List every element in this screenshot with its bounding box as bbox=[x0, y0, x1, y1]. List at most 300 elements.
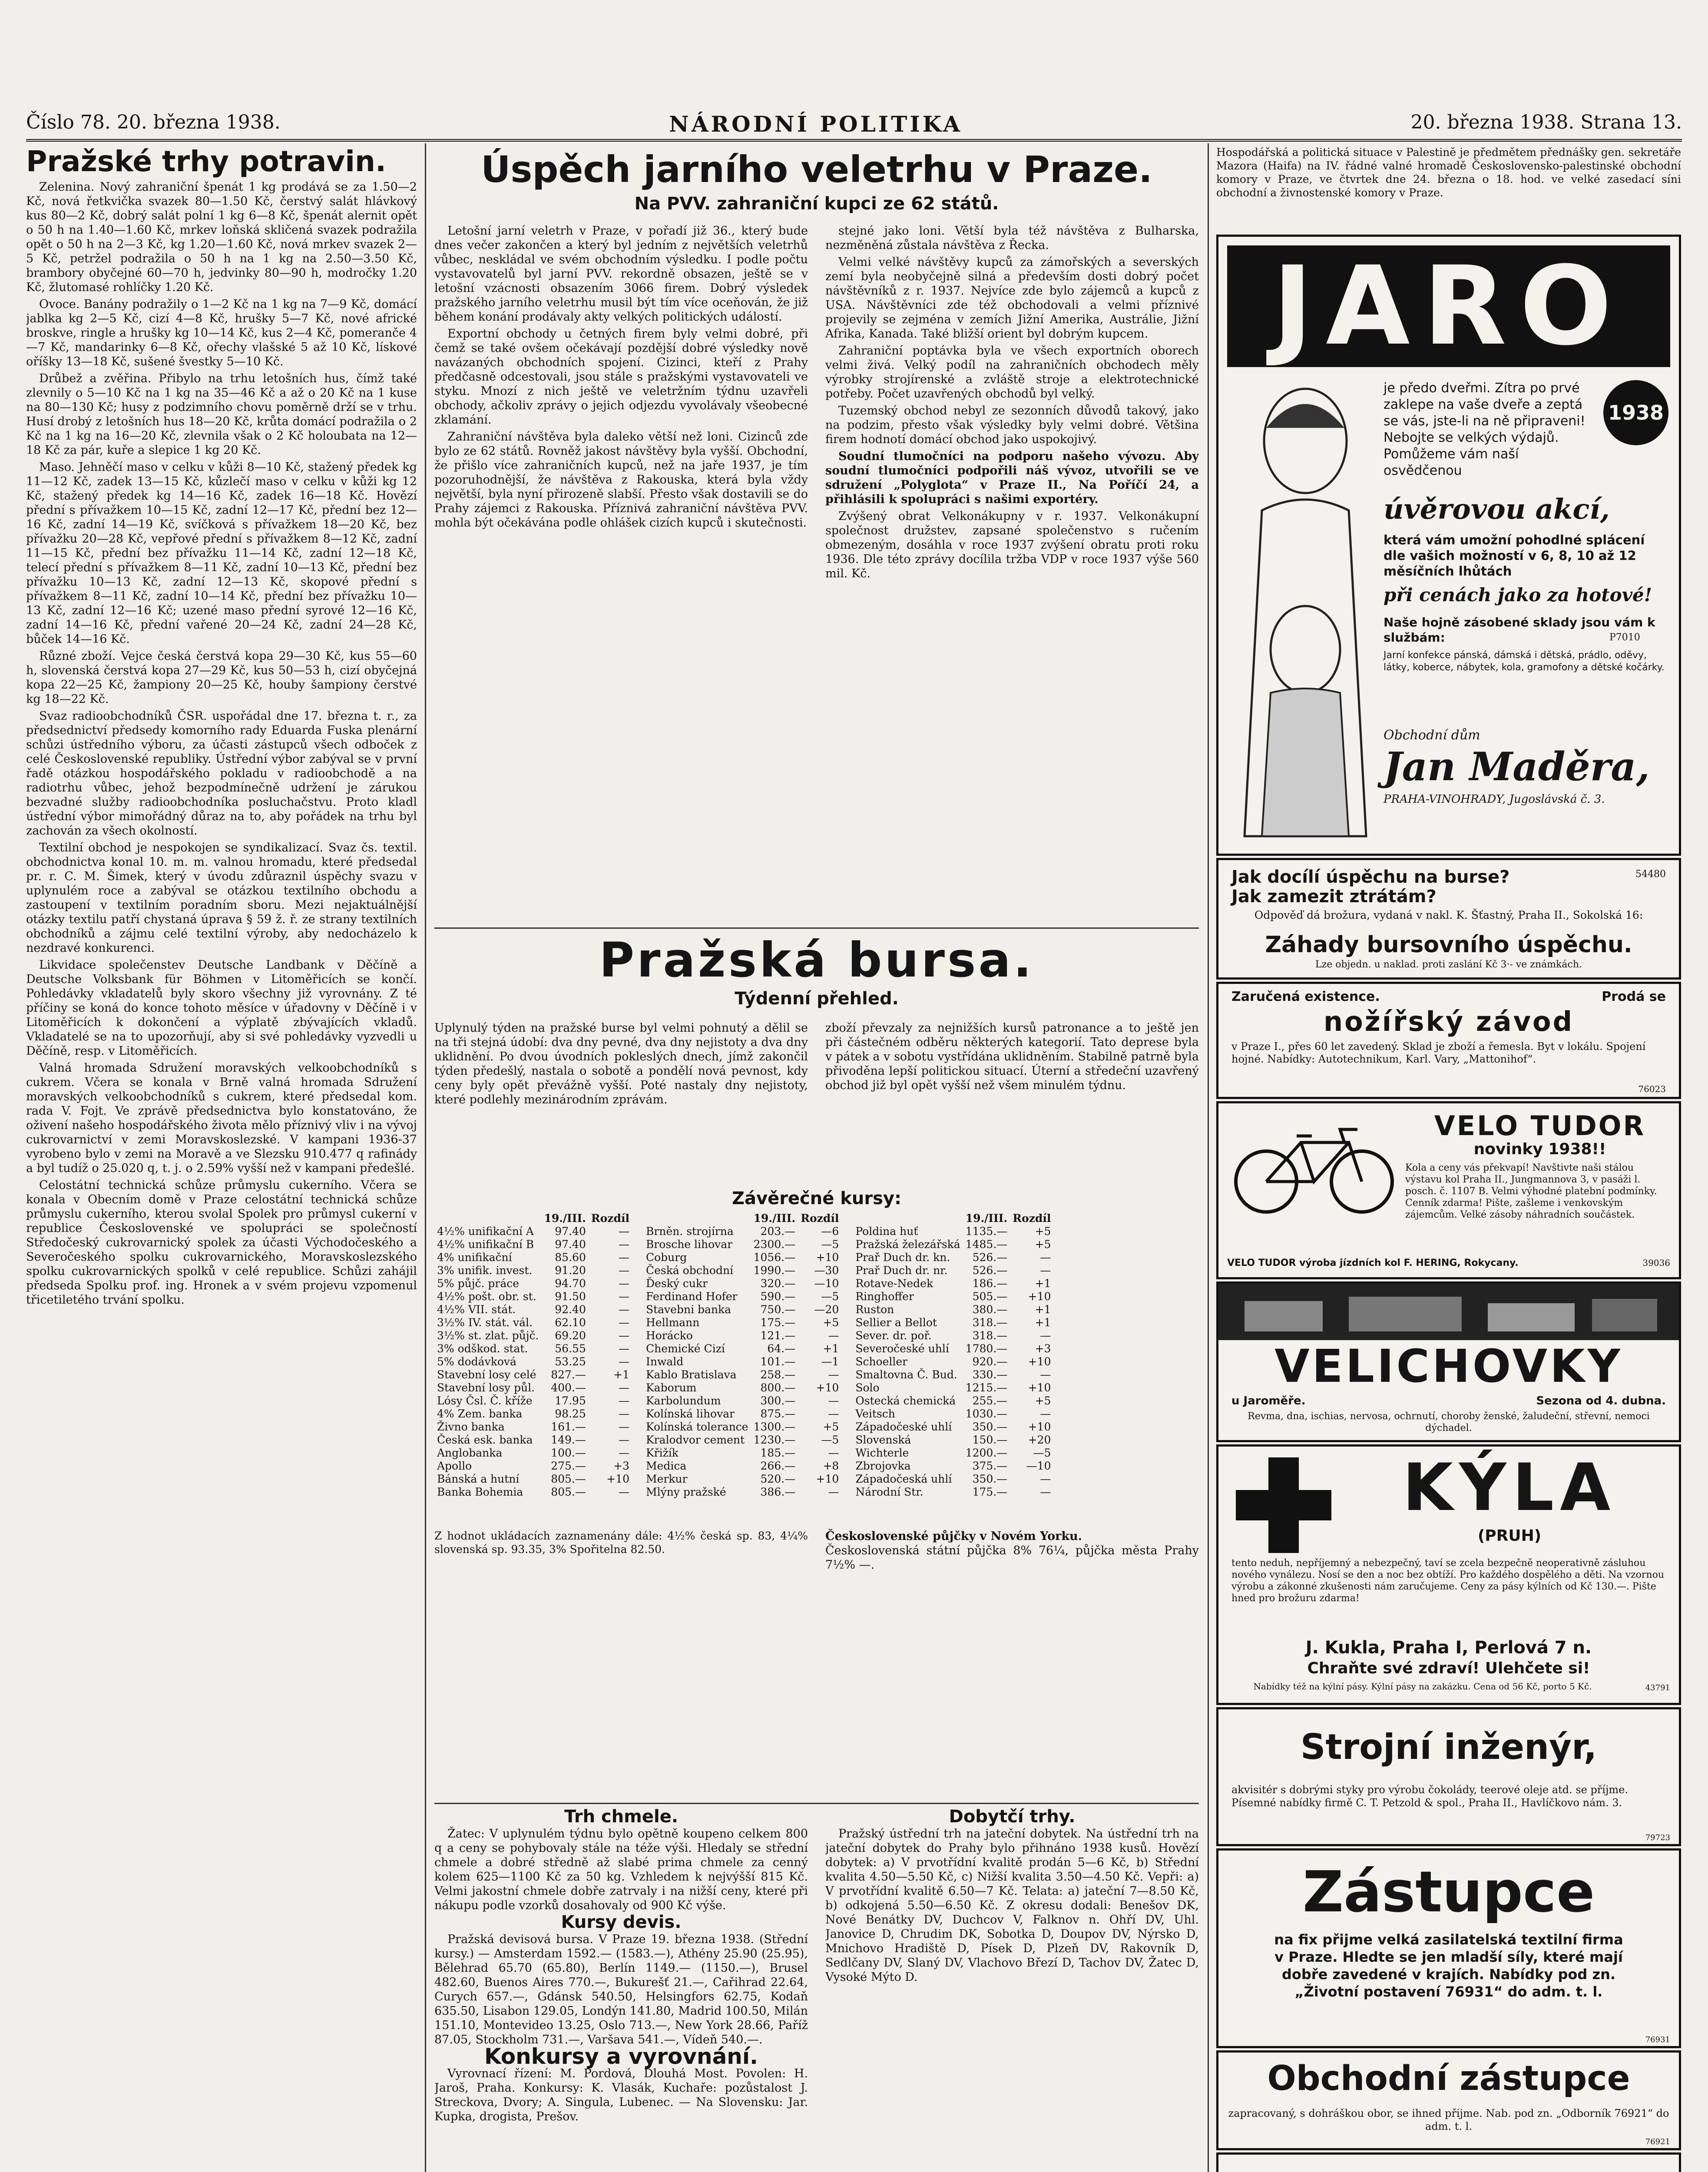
woman-illustration bbox=[1236, 380, 1375, 841]
table-row bbox=[434, 1264, 632, 1277]
article-paragraph: Ovoce. Banány podražily o 1—2 Kč na 1 kg na 7—9 Kč, domácí jablka kg 2—5 Kč, cizí 4—8 Kč, hrušky 5—7 Kč, nové africké broskve, ringle a hrušky kg 10—14 Kč, kus 2—4 Kč, pomeranče 4—7 Kč, mandarinky 6—8 Kč, ořechy vlašské 5 až 10 Kč, lískové oříšky 13—18 Kč, sušené švestky 5—10 Kč. bbox=[26, 298, 417, 368]
velichovky-text: Revma, dna, ischias, nervosa, ochrnutí, choroby ženské, žaludeční, střevní, nemoci dýchadel. bbox=[1248, 1411, 1650, 1434]
table-cell: — bbox=[618, 1407, 629, 1420]
table-row bbox=[853, 1342, 1053, 1355]
table-cell: Živno banka bbox=[437, 1420, 505, 1433]
table-cell: 5% půjč. práce bbox=[437, 1277, 520, 1290]
table-row bbox=[434, 1225, 632, 1238]
table-row bbox=[643, 1225, 841, 1238]
article-paragraph: stejné jako loni. Větší byla též návštěva z Bulharska, nezměněná zůstala návštěva z Řecka. bbox=[825, 224, 1199, 252]
table-row bbox=[853, 1407, 1053, 1420]
table-cell: —5 bbox=[821, 1290, 839, 1303]
ad-obchodni-zastupce bbox=[1216, 2050, 1681, 2150]
table-cell: — bbox=[618, 1303, 629, 1316]
table-row bbox=[643, 1251, 841, 1264]
table-cell: 64.— bbox=[767, 1342, 796, 1355]
table-cell: 3% unifik. invest. bbox=[437, 1264, 533, 1277]
jaro-code: P7010 bbox=[1609, 632, 1640, 643]
kursy-header-cell: 19./III. bbox=[753, 1212, 796, 1225]
table-cell: Bánská a hutní bbox=[437, 1473, 520, 1485]
kyla-firm: J. Kukla, Praha I, Perlová 7 n. bbox=[1305, 1638, 1592, 1658]
table-row bbox=[853, 1225, 1053, 1238]
table-cell: 1135.— bbox=[965, 1225, 1008, 1238]
table-cell: — bbox=[828, 1329, 839, 1342]
bursa-left-text: Uplynulý týden na pražské burse byl velmi pohnutý a dělil se na tři stejná údobí: dva dny pevné, dva dny nejistoty a dva dny uklidnění. Po dvou úvodních pokleslých dnech, jímž zakončil týden předešlý, nastala o sobotě a pondělí nová pevnost, kdy ceny byly opět převážně vyšší. Poté nastaly dny nejistoty, které podlehly mezinárodním zprávám. bbox=[434, 1021, 808, 1106]
table-cell: 380.— bbox=[972, 1303, 1008, 1316]
table-cell: +1 bbox=[823, 1342, 839, 1355]
table-cell: 350.— bbox=[972, 1420, 1008, 1433]
table-cell: +10 bbox=[1028, 1381, 1051, 1394]
table-cell: +10 bbox=[816, 1473, 839, 1485]
kursy-tables bbox=[434, 1212, 1199, 1499]
table-row bbox=[853, 1238, 1053, 1251]
nozir-top: Zaručená existence. bbox=[1231, 989, 1380, 1004]
table-row bbox=[643, 1238, 841, 1251]
kursy-table bbox=[434, 1212, 632, 1499]
table-cell: — bbox=[618, 1486, 629, 1498]
trhy-title: Dobytčí trhy. bbox=[949, 1807, 1076, 1827]
article-paragraph: Různé zboží. Vejce česká čerstvá kopa 29—30 Kč, kus 55—60 h, slovenská čerstvá kopa 27—29 Kč, kus 50—53 h, cizí obyčejná kopa 22—25 Kč, žampiony 20—25 Kč, houby šampiony čerstvé kg 18—22 Kč. bbox=[26, 649, 417, 706]
table-row bbox=[643, 1394, 841, 1407]
table-cell: Kralodvor cement bbox=[645, 1434, 745, 1446]
palestina-notice: Hospodářská a politická situace v Palestině je předmětem přednášky gen. sekretáře Mazora (Haifa) na IV. řádné valné hromadě Československo-palestinské obchodní komory v Praze, ve čtvrtek dne 24. března o 18. hod. ve velké zasedací síni obchodní a živnostenské komory v Praze. bbox=[1216, 146, 1681, 199]
table-cell: +1 bbox=[1035, 1316, 1051, 1329]
table-cell: 4½% VII. stát. bbox=[437, 1303, 516, 1316]
article-paragraph: Zvýšený obrat Velkonákupny v r. 1937. Velkonákupní společnost družstev, zapsané společenstvo s ručením obmezeným, dosáhla v roce 1937 zvýšení obratu proti roku 1936. Dle této zprávy docílila tržba VDP v roce 1937 výše 560 mil. Kč. bbox=[825, 510, 1199, 580]
table-cell: +5 bbox=[823, 1316, 839, 1329]
table-cell: 4½% pošt. obr. st. bbox=[437, 1290, 536, 1303]
stroj-title: Strojní inženýr, bbox=[1300, 1727, 1597, 1767]
table-cell: +1 bbox=[613, 1368, 629, 1381]
obch-code: 76921 bbox=[1645, 2137, 1670, 2146]
table-cell: — bbox=[618, 1251, 629, 1264]
table-cell: — bbox=[828, 1407, 839, 1420]
burse-q1: Jak docílí úspěchu na burse? bbox=[1231, 867, 1510, 887]
table-row bbox=[434, 1447, 632, 1460]
table-cell: Česká obchodní bbox=[645, 1264, 734, 1277]
table-cell: Wichterle bbox=[855, 1447, 909, 1459]
kyla-title: KÝLA bbox=[1402, 1450, 1617, 1526]
table-cell: Stavební losy půl. bbox=[437, 1381, 535, 1394]
ad-velo-tudor bbox=[1216, 1101, 1681, 1279]
table-cell: — bbox=[828, 1394, 839, 1407]
table-row bbox=[643, 1316, 841, 1329]
table-cell: Křižík bbox=[645, 1447, 679, 1459]
table-cell: 92.40 bbox=[555, 1303, 586, 1316]
table-cell: —10 bbox=[814, 1277, 839, 1290]
column-rule bbox=[1208, 143, 1209, 2172]
masthead bbox=[26, 109, 1682, 142]
table-row bbox=[853, 1355, 1053, 1368]
jaro-text-1: je předo dveřmi. Zítra po prvé zaklepe na vaše dveře a zeptá se vás, jste-li na ně připraveni! Nebojte se velkých výdajů. Pomůžeme vám naší osvědčenou bbox=[1384, 381, 1586, 478]
kursy-header-cell bbox=[434, 1212, 541, 1225]
jaro-text-5: Jarní konfekce pánská, dámská i dětská, prádlo, oděvy, látky, koberce, nábytek, kola, gramofony a dětské kočárky. bbox=[1384, 650, 1665, 673]
ad-velichovky bbox=[1216, 1281, 1681, 1442]
table-cell: Karbolundum bbox=[645, 1394, 721, 1407]
table-cell: 121.— bbox=[760, 1329, 796, 1342]
velichovky-title: VELICHOVKY bbox=[1274, 1340, 1623, 1393]
table-cell: Slovenská bbox=[855, 1434, 911, 1446]
table-row bbox=[853, 1290, 1053, 1303]
table-row bbox=[434, 1251, 632, 1264]
table-cell: 805.— bbox=[551, 1486, 586, 1498]
table-cell: Inwald bbox=[645, 1355, 684, 1368]
table-cell: — bbox=[1040, 1486, 1051, 1498]
obch-title: Obchodní zástupce bbox=[1267, 2059, 1630, 2098]
table-cell: — bbox=[828, 1486, 839, 1498]
table-row bbox=[643, 1303, 841, 1316]
table-cell: — bbox=[618, 1316, 629, 1329]
table-row bbox=[853, 1434, 1053, 1447]
table-row bbox=[853, 1381, 1053, 1394]
jaro-logo: JARO bbox=[1227, 245, 1670, 367]
article-paragraph: Žatec: V uplynulém týdnu bylo opětně koupeno celkem 800 q a ceny se pohybovaly stále na téže výši. Hledaly se střední chmele a dobré středně až slabé prima chmele za cenný kolem 625—1100 Kč za 50 kg. Vzhledem k nejvýšší 815 Kč. Velmi jakostní chmele dobře zatrvaly i na nižší ceny, které při nákupu podle vzorků dosahovaly od 900 Kč výše. bbox=[434, 1827, 808, 1912]
table-cell: Ferdinand Hofer bbox=[645, 1290, 738, 1303]
table-cell: — bbox=[618, 1238, 629, 1251]
table-cell: — bbox=[618, 1329, 629, 1342]
table-row bbox=[853, 1251, 1053, 1264]
table-cell: Apollo bbox=[437, 1460, 472, 1472]
table-row bbox=[853, 1473, 1053, 1486]
table-row bbox=[643, 1420, 841, 1434]
table-cell: 386.— bbox=[760, 1486, 796, 1498]
nozir-top-right: Prodá se bbox=[1602, 989, 1666, 1004]
table-row bbox=[643, 1290, 841, 1303]
table-row bbox=[643, 1368, 841, 1381]
table-row bbox=[643, 1355, 841, 1368]
burse-code: 54480 bbox=[1635, 869, 1666, 880]
article-paragraph: Tuzemský obchod nebyl ze sezonních důvodů takový, jako na podzim, přesto však výsledky byly velmi dobré. Většina firem hodnotí domácí obchod jako uspokojivý. bbox=[825, 404, 1199, 446]
table-row bbox=[643, 1486, 841, 1499]
table-row bbox=[643, 1264, 841, 1277]
table-cell: +3 bbox=[1035, 1342, 1051, 1355]
table-cell: — bbox=[618, 1277, 629, 1290]
table-row bbox=[643, 1277, 841, 1290]
table-cell: +10 bbox=[816, 1381, 839, 1394]
section-rule bbox=[434, 1803, 1199, 1804]
table-cell: 266.— bbox=[760, 1460, 796, 1472]
table-cell: Veitsch bbox=[855, 1407, 895, 1420]
table-row bbox=[434, 1290, 632, 1303]
market-title: Pražské trhy potravin. bbox=[26, 145, 387, 178]
table-cell: Sellier a Bellot bbox=[855, 1316, 937, 1329]
table-cell: 3% odškod. stat. bbox=[437, 1342, 528, 1355]
table-cell: +10 bbox=[1028, 1355, 1051, 1368]
table-cell: Lósy Čsl. Č. kříže bbox=[437, 1394, 533, 1407]
burse-q2: Jak zamezit ztrátám? bbox=[1231, 887, 1437, 907]
kursy-header-cell: 19./III. bbox=[544, 1212, 586, 1225]
zastupce-code: 76931 bbox=[1645, 2035, 1670, 2044]
table-cell: Kablo Bratislava bbox=[645, 1368, 737, 1381]
table-cell: —5 bbox=[1033, 1447, 1051, 1459]
table-cell: Ruston bbox=[855, 1303, 894, 1316]
zastupce-title: Zástupce bbox=[1302, 1859, 1595, 1925]
article-paragraph: Zelenina. Nový zahraniční špenát 1 kg prodává se za 1.50—2 Kč, nová řetkvička svazek 80—1.50 Kč, čerstvý salát hlávkový kus 80—2 Kč, dobrý salát polní 1 kg 6—8 Kč, špenát alernit opět o 50 h na 1.40—1.60 Kč, mrkev loňská skličená svazek podražila opět o 50 h na 2—3 Kč, kg 1.20—1.60 Kč, nová mrkev svazek 2—5 Kč, petržel podražila o 50 h na 1 kg na 2.50—3.50 Kč, brambory obyčejné 60—70 h, jedvinky 80—90 h, modročky 1.20 Kč, žlutomasé rohlíčky 1.20 Kč. bbox=[26, 180, 417, 294]
article-paragraph: Zahraniční poptávka byla ve všech exportních oborech velmi živá. Velký podíl na zahraničních obchodech měly výrobky strojírenské a zvláště stroje a elektrotechnické potřeby. Počet uzavřených obchodů byl velký. bbox=[825, 344, 1199, 401]
table-cell: 62.10 bbox=[555, 1316, 586, 1329]
table-cell: Západočeské uhlí bbox=[855, 1420, 952, 1433]
table-cell: 827.— bbox=[551, 1368, 586, 1381]
table-cell: 350.— bbox=[972, 1473, 1008, 1485]
table-cell: +20 bbox=[1028, 1434, 1051, 1446]
table-cell: 526.— bbox=[972, 1264, 1008, 1277]
table-cell: — bbox=[618, 1420, 629, 1433]
table-row bbox=[643, 1342, 841, 1355]
article-paragraph: Zahraniční návštěva byla daleko větší než loni. Cizinců zde bylo ze 62 států. Rovněž jakost návštěvy byla vyšší. Obchodní, že přišlo více zahraničních kupců, než na jaře 1937, je tím pozoruhodnější, že návštěva z Rakouska, která byla vždy největší, byla nyní přirozeně slabší. Přesto však dostavili se do Prahy zájemci z Rakouska. Příznivá zahraniční návštěva PVV. mohla být očekávána podle ohlášek cizích kupců i skutečnosti. bbox=[434, 430, 808, 530]
table-cell: 98.25 bbox=[555, 1407, 586, 1420]
table-cell: — bbox=[1040, 1473, 1051, 1485]
table-cell: +1 bbox=[1035, 1303, 1051, 1316]
table-row bbox=[434, 1277, 632, 1290]
article-paragraph: Maso. Jehněčí maso v celku v kůži 8—10 Kč, stažený předek kg 11—12 Kč, zadek 13—15 Kč, kůzlečí maso v celku v kůži kg 12 Kč, stažený předek kg 14—16 Kč, zadek 16—18 Kč. Hovězí přední s přívažkem 10—15 Kč, zadní 12—17 Kč, přední bez 12—16 Kč, zadní 14—19 Kč, svíčková s přívažkem 18—20 Kč, bez přívažku 20—28 Kč, vepřové přední s přívažkem 8—12 Kč, zadní 11—15 Kč, přední bez přívažku 11—14 Kč, zadní 12—18 Kč, telecí přední s přívažkem 8—11 Kč, zadní 10—13 Kč, přední bez přívažku 10—13 Kč, zadní 12—13 Kč, skopové přední s přívažkem 8—11 Kč, zadní 10—14 Kč, přední bez přívažku 10—13 Kč, zadní 12—16 Kč; uzené maso přední syrové 12—16 Kč, zadní 14—16 Kč, přední vařené 20—24 Kč, zadní 24—28 Kč, bůček 14—16 Kč. bbox=[26, 460, 417, 646]
table-cell: Brněn. strojírna bbox=[645, 1225, 734, 1238]
table-row bbox=[643, 1329, 841, 1342]
table-cell: +5 bbox=[1035, 1225, 1051, 1238]
table-row bbox=[434, 1303, 632, 1316]
table-cell: 91.20 bbox=[555, 1264, 586, 1277]
kursy-header-cell: 19./III. bbox=[965, 1212, 1008, 1225]
table-row bbox=[853, 1394, 1053, 1407]
table-cell: 1990.— bbox=[753, 1264, 796, 1277]
table-cell: 1485.— bbox=[965, 1238, 1008, 1251]
chmel-title: Trh chmele. bbox=[564, 1807, 679, 1827]
ad-strojni-inzenyr bbox=[1216, 1707, 1681, 1846]
jaro-text-3: při cenách jako za hotové! bbox=[1384, 584, 1652, 606]
table-row bbox=[434, 1473, 632, 1486]
table-cell: Sever. dr. poř. bbox=[855, 1329, 932, 1342]
nyork-head: Československé půjčky v Novém Yorku. bbox=[825, 1530, 1082, 1543]
kursy-table bbox=[643, 1212, 841, 1499]
article-paragraph: Valná hromada Sdružení moravských velkoobchodníků s cukrem. Včera se konala v Brně valná hromada Sdružení moravských velkoobchodníků s cukrem, které předsedal kom. rada V. Fojt. Ve zprávě předsednictva bylo konstatováno, že oživení našeho hospodářského života mělo příznivý vliv i na vývoj cukrovarnictví v zemi Moravskoslezské. V kampani 1936-37 vyrobeno bylo v zemi na Moravě a ve Slezsku 910.477 q rafinády a byl tudíž o 25.020 q, t. j. o 2.59% vyšší než v kampani předešlé. bbox=[26, 1061, 417, 1175]
table-cell: +3 bbox=[613, 1460, 629, 1472]
table-cell: — bbox=[618, 1447, 629, 1459]
table-cell: 97.40 bbox=[555, 1225, 586, 1238]
article-paragraph: Celostátní technická schůze průmyslu cukerního. Včera se konala v Obecním domě v Praze celostátní technická schůze průmyslu cukerního, kterou svolal Spolek pro průmysl cukerní v republice Československé ve spolupráci se společností Středočeský cukrovarnický spolek za účasti Východočeského a Severočeského spolku cukrovarnického, Moravskoslezského spolku cukrovarnických spolků v celé republice. Schůzi zahájil předseda Spolku prof. ing. Hronek a v svém projevu vzpomenul třicetiletého trvání spolku. bbox=[26, 1179, 417, 1307]
table-row bbox=[853, 1329, 1053, 1342]
issue-date-right: 20. března 1938. Strana 13. bbox=[1410, 111, 1682, 133]
table-cell: 1030.— bbox=[965, 1407, 1008, 1420]
table-cell: — bbox=[618, 1342, 629, 1355]
table-cell: 175.— bbox=[760, 1316, 796, 1329]
article-paragraph: Letošní jarní veletrh v Praze, v pořadí již 36., který bude dnes večer zakončen a který byl jedním z největších veletrhů vůbec, neskládal ve svém obchodním výsledku. I podle počtu vystavovatelů byl jarní PVV. rekordně obsazen, ještě se v letošní vzácnosti obsazením 3066 firem. Dobrý výsledek pražského jarního veletrhu musil být tím více oceňován, že již během konání prodávaly akty velkých politických událostí. bbox=[434, 224, 808, 324]
bursa-subtitle: Týdenní přehled. bbox=[735, 989, 899, 1009]
table-cell: 375.— bbox=[972, 1460, 1008, 1472]
table-row bbox=[643, 1460, 841, 1473]
table-cell: 590.— bbox=[760, 1290, 796, 1303]
table-cell: 300.— bbox=[760, 1394, 796, 1407]
jaro-firm: Jan Maděra, bbox=[1384, 744, 1650, 790]
table-cell: Smaltovna Č. Bud. bbox=[855, 1368, 957, 1381]
table-row bbox=[434, 1342, 632, 1355]
table-cell: — bbox=[1040, 1251, 1051, 1264]
table-row bbox=[643, 1473, 841, 1486]
table-row bbox=[434, 1381, 632, 1394]
table-cell: 1215.— bbox=[965, 1381, 1008, 1394]
table-cell: Chemické Cizí bbox=[645, 1342, 725, 1355]
table-cell: Zbrojovka bbox=[855, 1460, 911, 1472]
article-paragraph: Pražská devisová bursa. V Praze 19. března 1938. (Střední kursy.) — Amsterdam 1592.— (1583.—), Athény 25.90 (25.95), Bělehrad 65.70 (65.80), Berlín 1149.— (1150.—), Brusel 482.60, Buenos Aires 770.—, Bukurešť 21.—, Cařihrad 22.64, Curych 657.—, Gdánsk 540.50, Helsingfors 62.75, Kodaň 635.50, Lisabon 129.05, Londýn 141.80, Madrid 100.50, Milán 151.10, Montevideo 13.25, Oslo 713.—, New York 28.66, Paříž 87.05, Stockholm 731.—, Varšava 541.—, Vídeň 540.—. bbox=[434, 1933, 808, 2046]
kursy-title: Závěrečné kursy: bbox=[732, 1189, 901, 1209]
table-row bbox=[434, 1460, 632, 1473]
table-cell: 1300.— bbox=[753, 1420, 796, 1433]
table-cell: 203.— bbox=[760, 1225, 796, 1238]
table-cell: 3½% st. zlat. půjč. bbox=[437, 1329, 539, 1342]
table-cell: — bbox=[618, 1264, 629, 1277]
table-cell: 318.— bbox=[972, 1329, 1008, 1342]
bursa-title: Pražská bursa. bbox=[599, 934, 1034, 988]
table-cell: 53.25 bbox=[555, 1355, 586, 1368]
table-cell: 69.20 bbox=[555, 1329, 586, 1342]
zastupce-text: na fix přijme velká zasilatelská textilní firma v Praze. Hledte se jen mladší síly, které mají dobře zavedené v krajích. Nabídky pod zn. „Životní postavení 76931“ do adm. t. l. bbox=[1274, 1931, 1623, 2000]
newspaper-title: NÁRODNÍ POLITIKA bbox=[669, 111, 963, 137]
table-cell: 91.50 bbox=[555, 1290, 586, 1303]
table-cell: — bbox=[828, 1368, 839, 1381]
burse-answer: Odpověď dá brožura, vydaná v nakl. K. Šťastný, Praha II., Sokolská 16: bbox=[1254, 909, 1643, 921]
table-cell: 4½% unifikační A bbox=[437, 1225, 534, 1238]
table-row bbox=[434, 1486, 632, 1499]
table-cell: 875.— bbox=[760, 1407, 796, 1420]
section-rule bbox=[434, 927, 1199, 929]
velichovky-season: Sezona od 4. dubna. bbox=[1536, 1394, 1666, 1407]
issue-date-left: Číslo 78. 20. března 1938. bbox=[26, 111, 281, 133]
table-cell: Coburg bbox=[645, 1251, 687, 1264]
table-cell: Ostecká chemická bbox=[855, 1394, 956, 1407]
table-cell: 56.55 bbox=[555, 1342, 586, 1355]
table-cell: —20 bbox=[814, 1303, 839, 1316]
table-cell: Kolínská tolerance bbox=[645, 1420, 748, 1433]
table-cell: Stavebni banka bbox=[645, 1303, 732, 1316]
ad-burse bbox=[1216, 858, 1681, 980]
ad-inzenyr-chemie bbox=[1216, 2152, 1681, 2172]
table-row bbox=[643, 1381, 841, 1394]
table-cell: +5 bbox=[1035, 1394, 1051, 1407]
table-cell: Anglobanka bbox=[437, 1447, 503, 1459]
table-row bbox=[853, 1447, 1053, 1460]
table-cell: 330.— bbox=[972, 1368, 1008, 1381]
kyla-subtitle: (PRUH) bbox=[1477, 1527, 1542, 1545]
kursy-table bbox=[853, 1212, 1053, 1499]
table-cell: Solo bbox=[855, 1381, 880, 1394]
table-cell: 4½% unifikační B bbox=[437, 1238, 534, 1251]
veletrh-subtitle: Na PVV. zahraniční kupci ze 62 států. bbox=[634, 194, 999, 214]
burse-title: Záhady bursovního úspěchu. bbox=[1265, 932, 1632, 958]
table-cell: 920.— bbox=[972, 1355, 1008, 1368]
table-cell: Česká esk. banka bbox=[437, 1434, 533, 1446]
table-cell: 2300.— bbox=[753, 1238, 796, 1251]
kursy-header-cell: Rozdíl bbox=[801, 1212, 839, 1225]
table-cell: +8 bbox=[823, 1460, 839, 1472]
table-cell: 805.— bbox=[551, 1473, 586, 1485]
veletrh-right bbox=[825, 224, 1199, 583]
table-cell: +10 bbox=[816, 1251, 839, 1264]
table-cell: — bbox=[618, 1434, 629, 1446]
table-cell: —30 bbox=[814, 1264, 839, 1277]
table-cell: 94.70 bbox=[555, 1277, 586, 1290]
table-cell: —10 bbox=[1026, 1460, 1051, 1472]
table-cell: 149.— bbox=[551, 1434, 586, 1446]
table-cell: +5 bbox=[1035, 1238, 1051, 1251]
table-cell: Mlýny pražské bbox=[645, 1486, 726, 1498]
table-row bbox=[643, 1407, 841, 1420]
table-cell: 97.40 bbox=[555, 1238, 586, 1251]
jaro-offer: úvěrovou akcí, bbox=[1384, 493, 1610, 526]
table-cell: 186.— bbox=[972, 1277, 1008, 1290]
table-cell: +10 bbox=[606, 1473, 629, 1485]
table-cell: 175.— bbox=[972, 1486, 1008, 1498]
table-cell: Schoeller bbox=[855, 1355, 908, 1368]
table-row bbox=[853, 1368, 1053, 1381]
burse-foot: Lze objedn. u naklad. proti zaslání Kč 3·- ve známkách. bbox=[1315, 959, 1582, 970]
nozir-code: 76023 bbox=[1638, 1084, 1666, 1094]
column-rule bbox=[425, 143, 426, 2172]
table-cell: Poldina huť bbox=[855, 1225, 918, 1238]
kursy-header-cell: Rozdíl bbox=[591, 1212, 629, 1225]
article-paragraph: Pražský ústřední trh na jateční dobytek. Na ústřední trh na jateční dobytek do Prahy bylo přihnáno 1938 kusů. Hovězí dobytek: a) V prvotřídní kvalitě prodán 5—6 Kč, b) Střední kvalita 4.50—5.50 Kč, c) Nižší kvalita 3.50—4.50 Kč. Vepři: a) V prvotřídní kvalitě 6.50—7 Kč. Telata: a) jateční 7—8.50 Kč, b) odkojená 5.50—6.50 Kč. Z okresu dodali: Benešov DK, Nové Benátky DV, Duchcov V, Falknov n. Ohří DV, Uhl. Janovice D, Chrudim DK, Sobotka D, Doupov DV, Nýrsko D, Mnichovo Hradiště D, Písek D, Plzeň DV, Rakovník D, Sedlčany DV, Slaný DV, Vlachovo Březí D, Tachov DV, Žatec D, Vysoké Mýto D. bbox=[825, 1827, 1199, 1984]
table-cell: Kaborum bbox=[645, 1381, 697, 1394]
jaro-text-2: která vám umožní pohodlné splácení dle vašich možností v 6, 8, 10 až 12 měsíčních lhůtách bbox=[1384, 533, 1645, 579]
table-row bbox=[853, 1460, 1053, 1473]
article-paragraph: Velmi velké návštěvy kupců za zámořských a severských zemí byla neobyčejně silná a především dosti dobrý počet návštěvníků z r. 1937. Nejvíce zde bylo zájemců a kupců z USA. Návštěvníci zde též obchodovali a velmi příznivé projevily se zejména v zemích Jižní Amerika, Austrálie, Jižní Afrika, Kanada. Také bližší orient byl dobrým kupcem. bbox=[825, 255, 1199, 341]
table-row bbox=[853, 1316, 1053, 1329]
table-cell: Ringhoffer bbox=[855, 1290, 914, 1303]
table-cell: — bbox=[1040, 1264, 1051, 1277]
table-cell: Merkur bbox=[645, 1473, 688, 1485]
table-cell: Západočeská uhlí bbox=[855, 1473, 952, 1485]
table-row bbox=[434, 1407, 632, 1420]
nyork-block bbox=[825, 1529, 1199, 1572]
table-cell: 85.60 bbox=[555, 1251, 586, 1264]
table-cell: —1 bbox=[821, 1355, 839, 1368]
bottom-right bbox=[825, 1807, 1199, 2172]
table-cell: 185.— bbox=[760, 1447, 796, 1459]
jaro-text-4: Naše hojně zásobené sklady jsou vám k službám: bbox=[1384, 615, 1655, 645]
table-cell: 258.— bbox=[760, 1368, 796, 1381]
bicycle-icon bbox=[1227, 1116, 1401, 1216]
table-cell: 318.— bbox=[972, 1316, 1008, 1329]
table-cell: 4% unifikační bbox=[437, 1251, 512, 1264]
table-cell: —6 bbox=[821, 1225, 839, 1238]
column-market bbox=[26, 143, 417, 2172]
jaro-year-badge: 1938 bbox=[1603, 380, 1668, 445]
table-cell: — bbox=[828, 1447, 839, 1459]
table-cell: Stavební losy celé bbox=[437, 1368, 536, 1381]
nozir-text: v Praze I., přes 60 let zavedený. Sklad je zboží a řemesla. Byt v lokálu. Spojení hojné. Nabídky: Autotechnikum, Karl. Vary, „Mattonihof“. bbox=[1231, 1040, 1646, 1065]
velo-subtitle: novinky 1938!! bbox=[1473, 1140, 1606, 1158]
table-row bbox=[434, 1329, 632, 1342]
table-cell: — bbox=[618, 1290, 629, 1303]
table-cell: Kolínská lihovar bbox=[645, 1407, 735, 1420]
article-paragraph: Drůbež a zvěřina. Přibylo na trhu letošních hus, čímž také zlevnily o 5—10 Kč na 1 kg na 35—46 Kč a až o 20 Kč na 1 kuse na 80—130 Kč; husy z podzimního chovu poměrně drží se v trhu. Husí drobý z letošních hus 18—20 Kč, krůta domácí podražila o 2 Kč na 1 kg na 16—20 Kč, zlevnila však o 2 Kč holoubata na 12—18 Kč za pár, kuře a slepice 1 kg 20 Kč. bbox=[26, 372, 417, 457]
table-row bbox=[434, 1238, 632, 1251]
velichovky-place: u Jaroměře. bbox=[1231, 1394, 1306, 1407]
table-cell: 800.— bbox=[760, 1381, 796, 1394]
table-cell: — bbox=[1040, 1407, 1051, 1420]
table-cell: — bbox=[618, 1355, 629, 1368]
table-cell: 5% dodávková bbox=[437, 1355, 516, 1368]
table-row bbox=[853, 1486, 1053, 1499]
table-cell: Národní Str. bbox=[855, 1486, 924, 1498]
table-row bbox=[434, 1420, 632, 1434]
table-cell: — bbox=[1040, 1368, 1051, 1381]
table-cell: 520.— bbox=[760, 1473, 796, 1485]
table-row bbox=[434, 1368, 632, 1381]
table-cell: 400.— bbox=[551, 1381, 586, 1394]
table-cell: Rotave-Nedek bbox=[855, 1277, 933, 1290]
jaro-address: PRAHA-VINOHRADY, Jugoslávská č. 3. bbox=[1384, 793, 1605, 806]
table-cell: +10 bbox=[1028, 1290, 1051, 1303]
table-cell: —5 bbox=[821, 1434, 839, 1446]
stroj-text: akvisitér s dobrými styky pro výrobu čokolády, teerové oleje atd. se příjme. Písemné nabídky firmě C. T. Petzold & spol., Praha II., Havlíčkovo nám. 3. bbox=[1231, 1784, 1628, 1809]
